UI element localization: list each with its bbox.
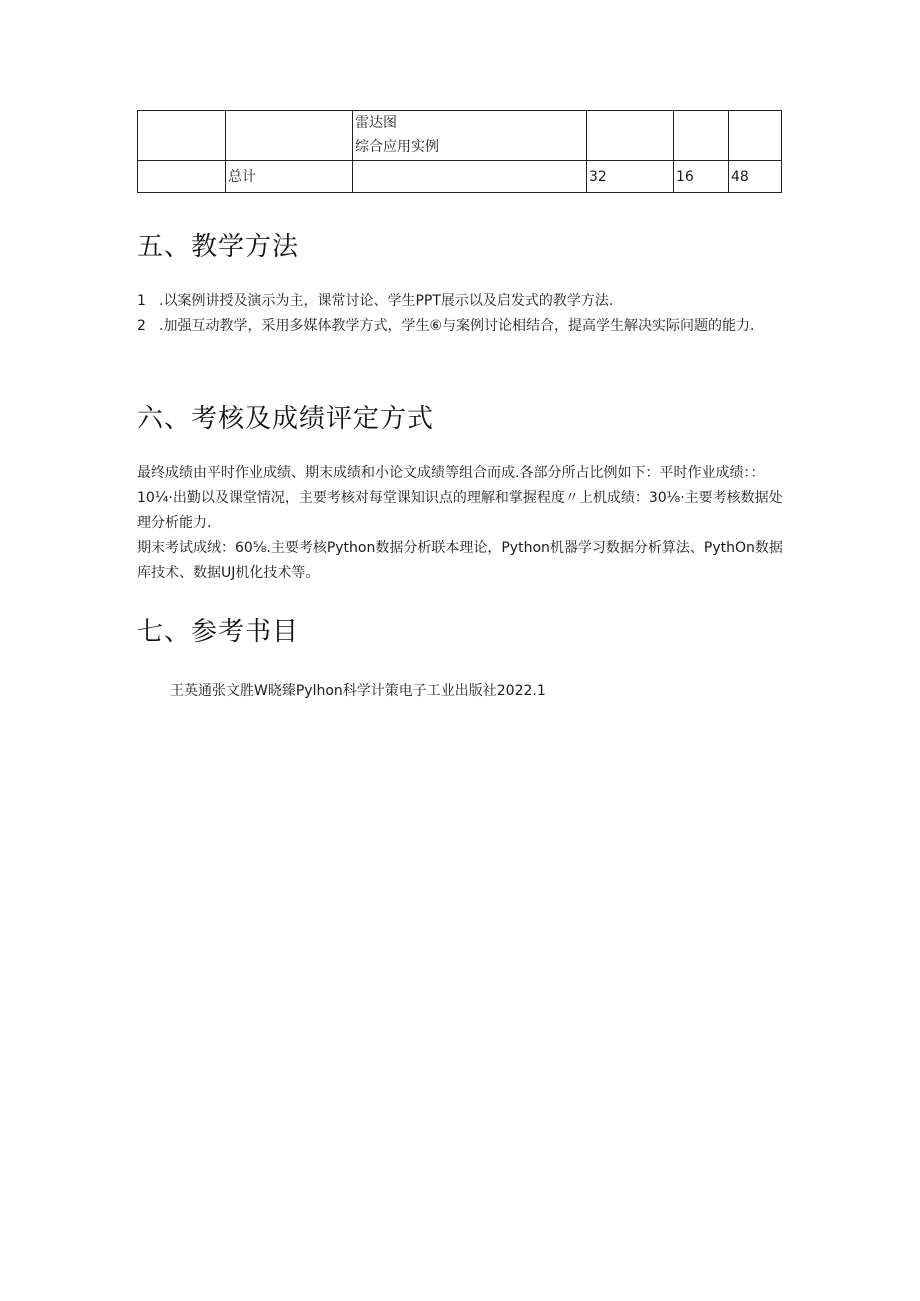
total-value-3: 48 [729, 161, 782, 193]
list-item-text: .以案例讲授及演示为主，课常讨论、学生PPT展示以及启发式的教学方法. [159, 293, 614, 309]
total-value-2: 16 [674, 161, 729, 193]
table-cell [674, 111, 729, 161]
teaching-methods-list [137, 289, 783, 339]
table-cell [138, 161, 226, 193]
total-value-1: 32 [587, 161, 674, 193]
table-row [138, 111, 782, 161]
section-heading-teaching-methods: 五、教学方法 [137, 232, 300, 262]
section-heading-assessment: 六、考核及成绩评定方式 [137, 404, 435, 434]
total-label: 总计 [226, 161, 353, 193]
content-line: 雷达图 [355, 115, 397, 131]
list-item-number: 2 [137, 318, 146, 334]
list-item [137, 289, 783, 314]
table-cell [138, 111, 226, 161]
table-cell [353, 161, 587, 193]
table-row-total [138, 161, 782, 193]
content-line: 综合应用实例 [355, 139, 439, 155]
section-heading-references: 七、参考书目 [137, 617, 300, 647]
list-item-text: .加强互动教学，采用多媒体教学方式，学生⑥与案例讨论相结合，提高学生解决实际问题的能力. [159, 318, 755, 334]
reference-entry: 王英通张文胜W晓臻Pylhon科学计策电子工业出版社2022.1 [170, 683, 546, 699]
paragraph: 最终成绩由平时作业成绩、期末成绩和小论文成绩等组合而成.各部分所占比例如下：平时作业成绩：：10¼·出勤以及课堂情况，主要考核对每堂课知识点的理解和掌握程度〃上机成绩：30⅛·主要考核数据处理分析能力. [137, 465, 783, 531]
table-cell [587, 111, 674, 161]
list-item-number: 1 [137, 293, 146, 309]
table-cell [729, 111, 782, 161]
table-cell-content [353, 111, 587, 161]
course-hours-table [137, 110, 782, 193]
paragraph: 期末考试成绒：60⅝.主要考核Python数据分析联本理论，Python机器学习数据分析算法、PythOn数据库技术、数据UJ机化技术等。 [137, 540, 783, 581]
assessment-text [137, 461, 783, 586]
list-item [137, 314, 783, 339]
table-cell [226, 111, 353, 161]
